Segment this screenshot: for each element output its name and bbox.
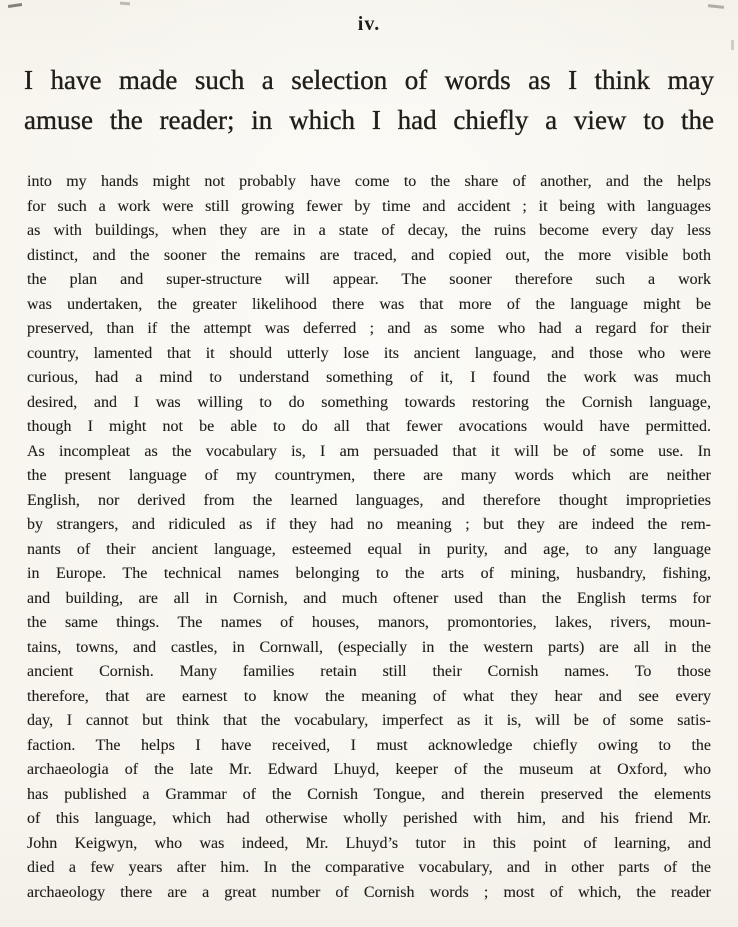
scan-artifact — [120, 2, 130, 6]
footnote-line: archaeologia of the late Mr. Edward Lhuyd, keeper of the museum at Oxford, who — [27, 761, 711, 778]
footnote-line: country, lamented that it should utterly lose its ancient language, and those who were — [27, 344, 711, 362]
footnote-line: faction. The helps I have received, I must acknowledge chiefly owing to the — [27, 736, 711, 754]
footnote-line: was undertaken, the greater likelihood there was that more of the language might be — [27, 295, 711, 313]
footnote-line: the present language of my countrymen, there are many words which are neither — [27, 467, 711, 484]
footnote-line: ancient Cornish. Many families retain still their Cornish names. To those — [27, 663, 711, 680]
footnote-line: archaeology there are a great number of Cornish words ; most of which, the reader — [27, 883, 711, 901]
footnote-line: curious, had a mind to understand something of it, I found the work was much — [27, 369, 711, 386]
footnote-line: into my hands might not probably have come to the share of another, and the helps — [27, 173, 711, 190]
footnote-line: the same things. The names of houses, manors, promontories, lakes, rivers, moun- — [27, 614, 711, 631]
footnote-line: tains, towns, and castles, in Cornwall, (especially in the western parts) are all in the — [27, 638, 711, 656]
scan-artifact — [731, 40, 734, 50]
footnote-line: though I might not be able to do all that fewer avocations would have permitted. — [27, 418, 711, 435]
footnote-line: died a few years after him. In the comparative vocabulary, and in other parts of the — [27, 859, 711, 876]
footnote-line: has published a Grammar of the Cornish Tongue, and therein preserved the elements — [27, 785, 711, 803]
footnote-line: by strangers, and ridiculed as if they had no meaning ; but they are indeed the rem- — [27, 516, 711, 533]
footnote-line: for such a work were still growing fewer by time and accident ; it being with languages — [27, 197, 711, 215]
footnote-line: and building, are all in Cornish, and much oftener used than the English terms for — [27, 589, 711, 607]
footnote-line: therefore, that are earnest to know the meaning of what they hear and see every — [27, 687, 711, 705]
footnote-line: as with buildings, when they are in a state of decay, the ruins become every day less — [27, 222, 711, 239]
footnote-line: of this language, which had otherwise wholly perished with him, and his friend Mr. — [27, 810, 711, 827]
footnote-line: distinct, and the sooner the remains are traced, and copied out, the more visible both — [27, 246, 711, 264]
main-text-block — [24, 60, 714, 140]
footnote-line: the plan and super-structure will appear. The sooner therefore such a work — [27, 271, 711, 288]
footnote-line: in Europe. The technical names belonging to the arts of mining, husbandry, fishing, — [27, 565, 711, 582]
footnote-line: English, nor derived from the learned languages, and therefore thought improprieties — [27, 491, 711, 509]
footnote-line: nants of their ancient language, esteemed equal in purity, and age, to any language — [27, 540, 711, 558]
footnote-line: preserved, than if the attempt was deferred ; and as some who had a regard for their — [27, 320, 711, 337]
main-text-line: I have made such a selection of words as I think may — [24, 65, 714, 95]
footnote-block — [27, 170, 711, 905]
main-text-line: amuse the reader; in which I had chiefly a view to the — [24, 105, 714, 135]
page-number: iv. — [357, 13, 381, 35]
footnote-line: day, I cannot but think that the vocabulary, imperfect as it is, will be of some satis- — [27, 712, 711, 729]
footnote-line: John Keigwyn, who was indeed, Mr. Lhuyd’s tutor in this point of learning, and — [27, 834, 711, 852]
footnote-line: desired, and I was willing to do something towards restoring the Cornish language, — [27, 393, 711, 411]
footnote-line: As incompleat as the vocabulary is, I am persuaded that it will be of some use. In — [27, 442, 711, 460]
